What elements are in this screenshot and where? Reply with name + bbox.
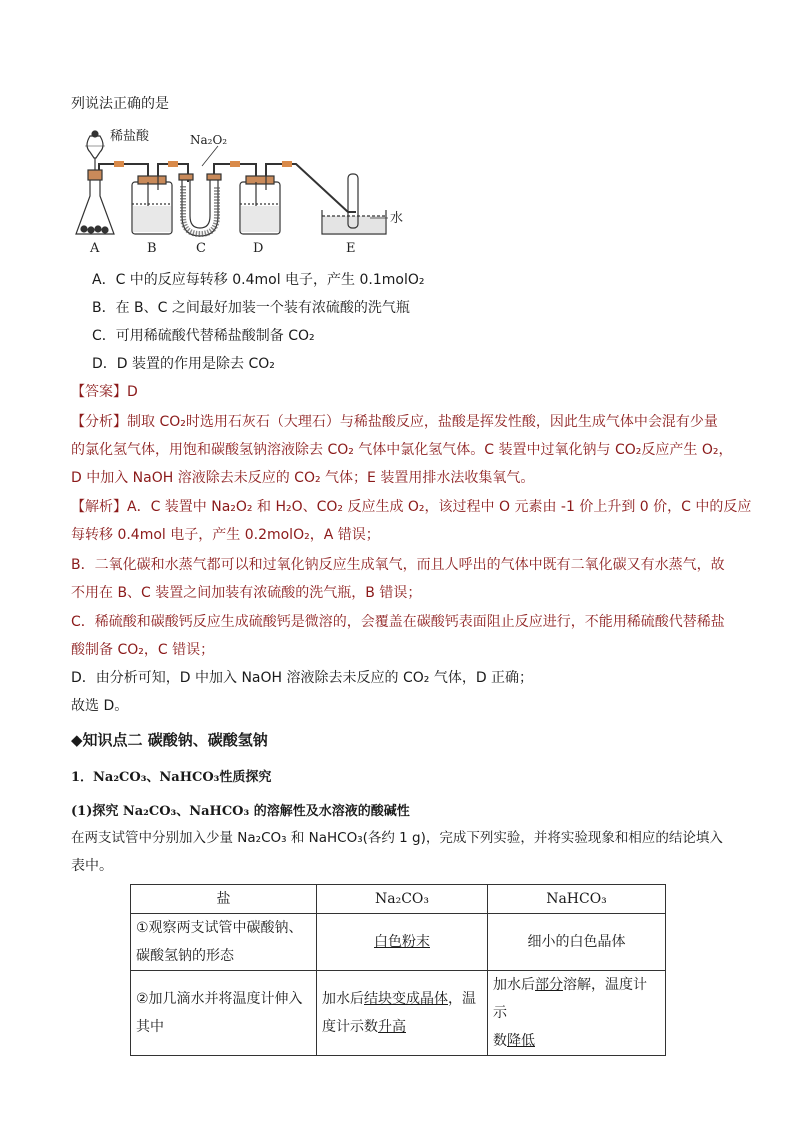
answer-tag: 【答案】 [71,384,127,400]
label-d: D [253,241,264,256]
label-a: A [90,241,100,256]
analysis-line-2: 的氯化氢气体，用饱和碳酸氢钠溶液除去 CO₂ 气体中氯化氢气体。C 装置中过氧化钠与 CO₂反应产生 O₂， [71,442,733,458]
text-span: 加水后 [493,977,535,993]
text-span: 溶解，温度计示 [493,977,647,1021]
explanation-line-d1: D．由分析可知，D 中加入 NaOH 溶液除去未反应的 CO₂ 气体，D 正确； [71,670,534,686]
reagent-label: 稀盐酸 [110,129,150,144]
explanation-line-c1: C．稀硫酸和碳酸钙反应生成硫酸钙是微溶的，会覆盖在碳酸钙表面阻止反应进行，不能用稀硫酸代替稀盐 [71,614,725,630]
analysis-text-1: 制取 CO₂时选用石灰石（大理石）与稀盐酸反应，盐酸是挥发性酸，因此生成气体中会混有少量 [127,414,718,430]
analysis-tag: 【分析】 [71,414,127,430]
underlined-answer: 升高 [378,1019,406,1035]
bottle-d [240,176,280,234]
table-header-na2co3: Na₂CO₃ [317,885,488,914]
label-c: C [196,241,206,256]
label-b: B [147,241,157,256]
table-cell-nahco3 [488,971,666,1056]
nahco3-result-line-1 [493,971,660,1027]
section-heading: ◆知识点二 碳酸钠、碳酸氢钠 [71,731,268,749]
table-cell-step [131,971,317,1056]
analysis-line-3: D 中加入 NaOH 溶液除去未反应的 CO₂ 气体；E 装置用排水法收集氧气。 [71,470,535,486]
analysis-line-1 [71,412,718,432]
explanation-tag: 【解析】 [71,499,127,515]
section-subheading-2: (1)探究 Na₂CO₃、NaHCO₃ 的溶解性及水溶液的酸碱性 [71,804,410,819]
explanation-line-a2: 每转移 0.4mol 电子，产生 0.2molO₂，A 错误； [71,527,380,543]
na2co3-appearance: 白色粉末 [374,934,430,950]
table-cell-nahco3: 细小的白色晶体 [488,914,666,971]
table-header-nahco3: NaHCO₃ [488,885,666,914]
text-span: 数 [493,1033,507,1049]
text-span: ，温 [448,991,476,1007]
na2co3-result-line-1 [322,985,482,1013]
table-header-row [131,885,666,914]
section-paragraph-2: 表中。 [71,858,113,874]
label-e: E [346,241,356,256]
explanation-line-b1: B．二氧化碳和水蒸气都可以和过氧化钠反应生成氧气，而且人呼出的气体中既有二氧化碳又有水蒸气，故 [71,557,725,573]
question-stem: 列说法正确的是 [71,96,169,112]
explanation-conclusion: 故选 D。 [71,698,129,714]
step-text-line-1: ①观察两支试管中碳酸钠、 [136,920,303,936]
table-cell-na2co3 [317,971,488,1056]
na2o2-label: Na₂O₂ [190,133,228,147]
table-header-salt: 盐 [131,885,317,914]
underlined-answer: 部分 [535,977,563,993]
section-subheading-1: 1．Na₂CO₃、NaHCO₃性质探究 [71,770,272,785]
explanation-line-c2: 酸制备 CO₂，C 错误； [71,642,215,658]
underlined-answer: 结块变成晶体 [364,991,448,1007]
explanation-line-a1 [71,497,751,517]
explanation-text-a1: A．C 装置中 Na₂O₂ 和 H₂O、CO₂ 反应生成 O₂，该过程中 O 元素由 -1 价上升到 0 价，C 中的反应 [127,499,752,515]
step-text-line-2: 碳酸氢钠的形态 [136,948,234,964]
flask-a [76,170,114,234]
water-label: 水 [390,211,404,226]
explanation-line-b2: 不用在 B、C 装置之间加装有浓硫酸的洗气瓶，B 错误； [71,585,422,601]
properties-table [130,884,666,1056]
water-trough-e [322,174,388,234]
answer-line [71,382,138,402]
u-tube-c [179,174,221,236]
option-d: D．D 装置的作用是除去 CO₂ [92,356,275,372]
step-text-line-2: 其中 [136,1019,164,1035]
text-span: 度计示数 [322,1019,378,1035]
option-c: C．可用稀硫酸代替稀盐酸制备 CO₂ [92,328,315,344]
option-b: B．在 B、C 之间最好加装一个装有浓硫酸的洗气瓶 [92,300,410,316]
underlined-answer: 降低 [507,1033,535,1049]
section-paragraph-1: 在两支试管中分别加入少量 Na₂CO₃ 和 NaHCO₃(各约 1 g)，完成下列实验，并将实验现象和相应的结论填入 [71,830,723,846]
text-span: 加水后 [322,991,364,1007]
table-cell-na2co3 [317,914,488,971]
answer-value: D [127,384,138,400]
bottle-b [132,176,172,234]
table-cell-step [131,914,317,971]
na2co3-result-line-2 [322,1013,482,1041]
table-row [131,914,666,971]
option-a: A．C 中的反应每转移 0.4mol 电子，产生 0.1molO₂ [92,272,425,288]
nahco3-result-line-2 [493,1027,660,1055]
step-text-line-1: ②加几滴水并将温度计伸入 [136,991,303,1007]
table-row [131,971,666,1056]
apparatus-diagram [70,126,410,256]
